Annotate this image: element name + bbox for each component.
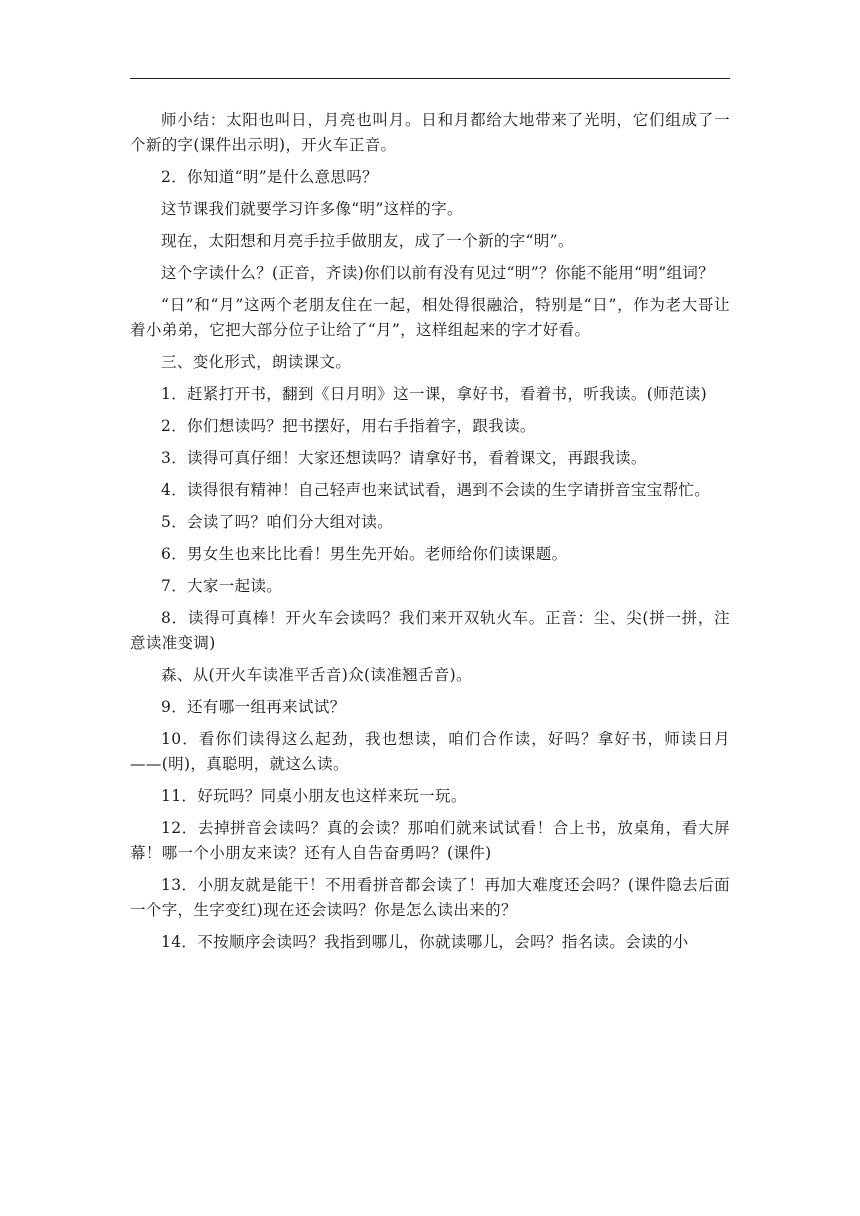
paragraph: 7．大家一起读。	[161, 577, 283, 595]
paragraph: 12．去掉拼音会读吗？真的会读？那咱们就来试试看！合上书，放桌角，看大屏幕！哪一个小朋友来读？还有人自告奋勇吗？(课件)	[130, 819, 730, 862]
paragraph: 14．不按顺序会读吗？我指到哪儿，你就读哪儿，会吗？指名读。会读的小	[161, 933, 689, 951]
paragraph: 8．读得可真棒！开火车会读吗？我们来开双轨火车。正音：尘、尖(拼一拼，注意读准变调)	[130, 609, 730, 652]
paragraph: 2．你们想读吗？把书摆好，用右手指着字，跟我读。	[161, 417, 536, 435]
section-heading: 三、变化形式，朗读课文。	[161, 353, 352, 371]
paragraph: 现在，太阳想和月亮手拉手做朋友，成了一个新的字“明”。	[161, 232, 574, 250]
paragraph: 11．好玩吗？同桌小朋友也这样来玩一玩。	[161, 787, 467, 805]
paragraph: 这个字读什么？(正音，齐读)你们以前有没有见过“明”？你能不能用“明”组词？	[161, 264, 715, 282]
header-rule	[130, 78, 730, 79]
paragraph: 4．读得很有精神！自己轻声也来试试看，遇到不会读的生字请拼音宝宝帮忙。	[161, 481, 711, 499]
paragraph: 5．会读了吗？咱们分大组对读。	[161, 513, 394, 531]
paragraph: 13．小朋友就是能干！不用看拼音都会读了！再加大难度还会吗？(课件隐去后面一个字，生字变红)现在还会读吗？你是怎么读出来的？	[130, 876, 730, 919]
paragraph: 2．你知道“明”是什么意思吗？	[161, 168, 378, 186]
paragraph: 10．看你们读得这么起劲，我也想读，咱们合作读，好吗？拿好书，师读日月——(明)，真聪明，就这么读。	[130, 730, 730, 773]
paragraph: “日”和“月”这两个老朋友住在一起，相处得很融洽，特别是“日”，作为老大哥让着小弟弟，它把大部分位子让给了“月”，这样组起来的字才好看。	[130, 296, 730, 339]
paragraph: 3．读得可真仔细！大家还想读吗？请拿好书，看着课文，再跟我读。	[161, 449, 647, 467]
paragraph: 9．还有哪一组再来试试？	[161, 698, 346, 716]
document-body	[130, 108, 730, 962]
paragraph: 1．赶紧打开书，翻到《日月明》这一课，拿好书，看着书，听我读。(师范读)	[161, 385, 708, 403]
paragraph: 师小结：太阳也叫日，月亮也叫月。日和月都给大地带来了光明，它们组成了一个新的字(课件出示明)，开火车正音。	[130, 111, 730, 154]
paragraph: 森、从(开火车读准平舌音)众(读准翘舌音)。	[161, 666, 472, 684]
paragraph: 6．男女生也来比比看！男生先开始。老师给你们读课题。	[161, 545, 568, 563]
paragraph: 这节课我们就要学习许多像“明”这样的字。	[161, 200, 463, 218]
